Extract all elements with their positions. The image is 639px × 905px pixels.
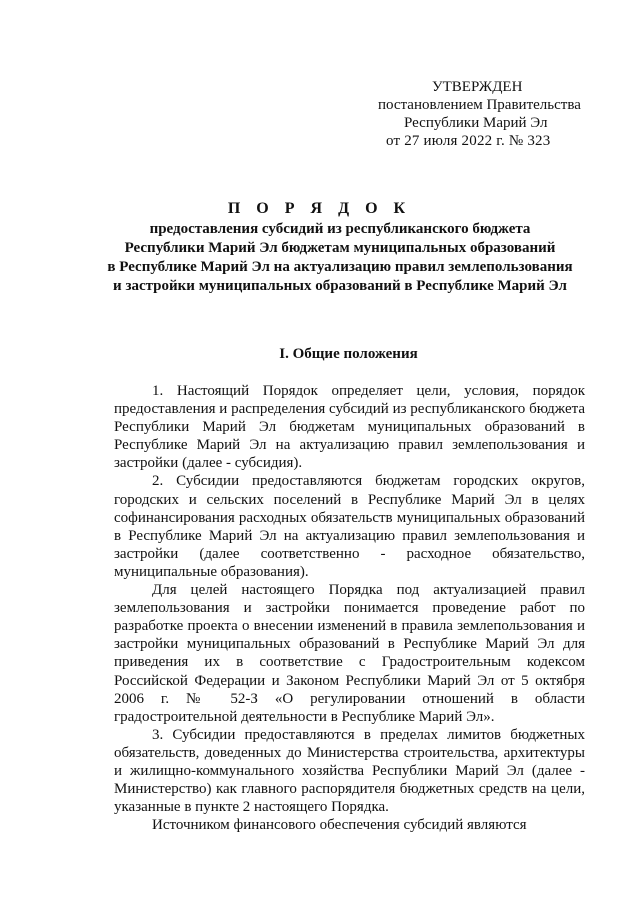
paragraph: 2. Субсидии предоставляются бюджетам городских округов, городских и сельских поселений в Республике Марий Эл в целях софинансирования расходных обязательств муниципальных образований в Республике Марий Эл на актуализацию правил землепользования и застройки (далее соответственно - расходное обязательство, муниципальные образования). — [114, 473, 585, 580]
approval-line-resolution: постановлением Правительства — [378, 97, 581, 113]
approval-line-republic: Республики Марий Эл — [404, 115, 548, 131]
subtitle-line: предоставления субсидий из республиканского бюджета — [149, 221, 531, 237]
subtitle-line: Республики Марий Эл бюджетам муниципальных образований — [124, 240, 556, 256]
document-body — [114, 382, 585, 834]
subtitle-line: и застройки муниципальных образований в Республике Марий Эл — [113, 278, 567, 294]
document-subtitle — [90, 220, 590, 296]
approval-title: УТВЕРЖДЕН — [432, 79, 523, 95]
paragraph: 3. Субсидии предоставляются в пределах лимитов бюджетных обязательств, доведенных до Министерства строительства, архитектуры и жилищно-коммунального хозяйства Республики Марий Эл (далее - Министерство) как главного распорядителя бюджетных средств на цели, указанные в пункте 2 настоящего Порядка. — [114, 726, 585, 816]
paragraph: Для целей настоящего Порядка под актуализацией правил землепользования и застройки понимается проведение работ по разработке проекта о внесении изменений в правила землепользования и застройки муниципальных образований в Республике Марий Эл для приведения их в соответствие с Градостроительным кодексом Российской Федерации и Законом Республики Марий Эл от 5 октября 2006 г. № 52-З «О регулировании отношений в области градостроительной деятельности в Республике Марий Эл». — [114, 582, 585, 725]
approval-line-date: от 27 июля 2022 г. № 323 — [386, 133, 551, 149]
approval-stamp — [374, 78, 624, 150]
paragraph: Источником финансового обеспечения субсидий являются — [152, 817, 527, 834]
subtitle-line: в Республике Марий Эл на актуализацию правил землепользования — [107, 259, 573, 275]
paragraph: 1. Настоящий Порядок определяет цели, условия, порядок предоставления и распределения субсидий из республиканского бюджета Республики Марий Эл бюджетам муниципальных образований в Республике Марий Эл на актуализацию правил землепользования и застройки (далее - субсидия). — [114, 383, 585, 472]
document-title: П О Р Я Д О К — [227, 200, 412, 217]
section-heading: I. Общие положения — [279, 346, 418, 362]
